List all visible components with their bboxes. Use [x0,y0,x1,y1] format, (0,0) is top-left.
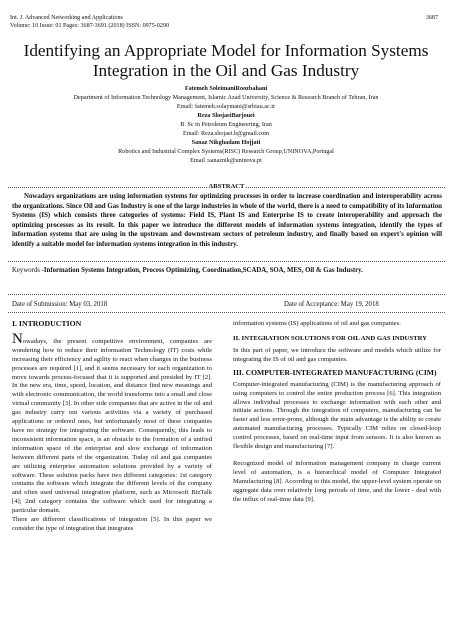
keywords [12,266,442,275]
keywords-label: Keywords - [12,267,44,274]
acceptance-date: Date of Acceptance: May 19, 2018 [284,301,379,308]
intro-paragraph: Nowadays, the present competitive environment, companies are wondering how to reduce their information Technology (IT) costs while increasing their efficiency and agility to react when changes in the business processes are required [1], and it seems necessary for each organization to move towards process-focused that it is supported and presided by IT [2]. In the new era, time, speed, location, and distance find new meanings and with electronic communication, the world transforms into a small and close virtual community [3]. In other side companies that are active in the oil and gas industry carry out various activities via a variety of purchased applications or ordered ones, but unfortunately most of these companies have no strategy for integrating the software. Consequently, this leads to inconsistent information space, is an obstacle to the formation of a unified information space of the enterprise and slow exchange of information between different parts of the organization. Today oil and gas companies are utilizing enterprise automation solutions provided by a variety of software. These solution packs have two different categories: 1st category contains the software which integrate the different levels of the company and often used universal integration platform, such as Microsoft BizTalk [4]; 2nd category contains the software which used for integrating a particular domain. [12,330,212,515]
section-heading: II. INTEGRATION SOLUTIONS FOR OIL AND GAS INDUSTRY [233,334,427,342]
author-name: Sanaz Nikghadam Hojjati [191,139,261,146]
author-email: Email: fatemeh.solaymani@srbiau.ac.ir [176,103,276,110]
intro-paragraph: There are different classifications of integration [5]. In this paper we consider the type of integration that integrates [12,516,212,532]
author-email: Email :sanaznik@uninova.pt [190,157,262,164]
right-column [233,320,441,505]
body-paragraph: In this part of paper, we introduce the software and models which utilize for integrating the IS of oil and gas companies. [233,346,441,363]
paper-title: Identifying an Appropriate Model for Information Systems Integration in the Oil and Gas Industry [23,41,429,80]
keywords-value: Information Systems Integration, Process Optimizing, Coordination,SCADA, SOA, MES, Oil & Gas Industry. [43,267,363,274]
divider [8,294,445,295]
body-paragraph: Recognized model of information management company in charge current level of automation, is a hierarchical model of Computer Integrated Manufacturing [8]. According to this model, the upper-level system operate on aggregate data over relatively long periods of time, and the lower - deal with the influx of real-time data [9]. [233,459,441,503]
divider [8,312,445,313]
abstract-label: ABSTRACT [208,183,245,190]
author-affiliation: Department of Information Technology Management, Islamic Azad University, Science & Research Branch of Tehran, Iran [73,94,379,101]
author-affiliation: Robotics and Industrial Complex Systems(RISC) Research Group,UNINOVA,Portugal [118,148,334,155]
section-heading: I. INTRODUCTION [12,319,82,328]
dates-row [12,301,442,308]
left-column [12,320,212,534]
body-paragraph: Computer-integrated manufacturing (CIM) is the manufacturing approach of using computers to control the entire production process [6]. This integration allows individual processes to exchange information with each other and initiate actions. Through the integration of computers, manufacturing can be faster and less error-prone, although the main advantage is the ability to create automated manufacturing processes. Typically CIM relies on closed-loop control processes, based on real-time input from sensors. It is also known as flexible design and manufacturing [7]. [233,380,441,451]
author-block [40,84,412,165]
author-email: Email: Reza.shojaei.b@gmail.com [182,130,270,137]
author-affiliation: B. Sc in Petroleum Engineering, Iran [180,121,272,128]
section-heading: III. COMPUTER-INTEGRATED MANUFACTURING (CIM) [233,367,437,377]
running-header [10,14,440,30]
author-name: Fatemeh SoleimaniRoozbahani [184,85,268,92]
journal-volume: Volume: 10 Issue: 01 Pages: 3687-3691 (2018) ISSN: 0975-0290 [10,23,169,29]
author-name: Reza ShojaeiBarjouei [197,112,255,119]
paragraph-gap [233,452,441,460]
body-paragraph: information systems (IS) applications of oil and gas companies. [233,320,401,327]
journal-name: Int. J. Advanced Networking and Applications [10,15,123,21]
page-number: 3687 [425,15,438,21]
submission-date: Date of Submission: May 03, 2018 [12,301,108,308]
drop-cap: N [12,330,23,347]
abstract-text: Nowadays organizations are using information systems for optimizing processes in order to increase coordination and interoperability across the organizations. Since Oil and Gas Industry is one of the large industries in whole of the world, there is a need to compatibility of its Information Systems (IS) which consists three categories of systems: Field IS, Plant IS and Enterprise IS to create interoperability and approach the optimizing processes as its result. In this paper we introduce the different models of information systems integration, identify the types of information systems that are using in the upstream and downstream sectors of petroleum industry, and finally based on expert's opinion will identify a suitable model for information systems integration in this industry. [12,193,442,248]
divider [8,261,445,262]
